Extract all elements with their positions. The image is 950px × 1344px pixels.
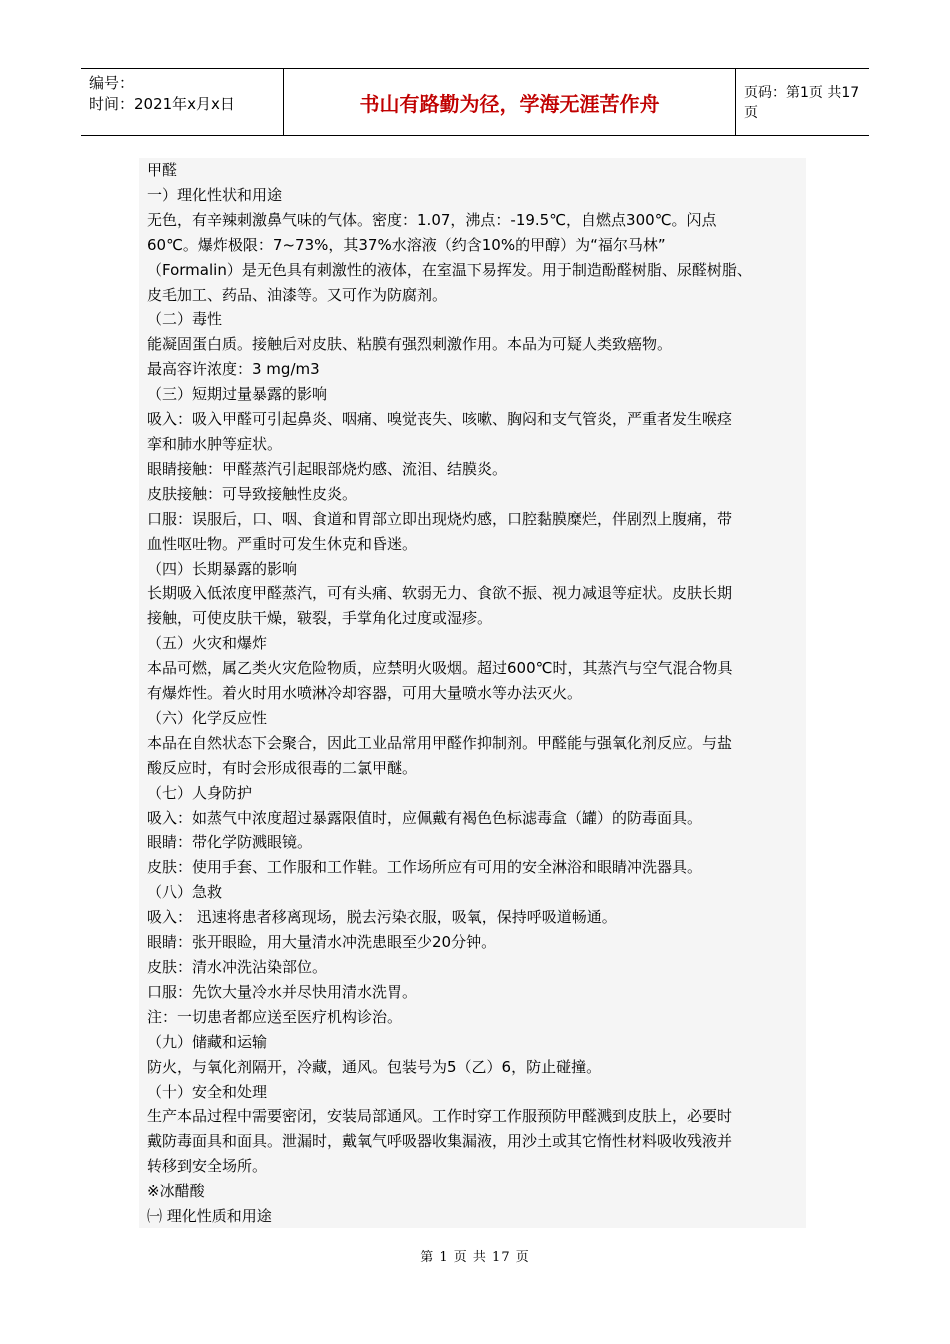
text-line: 吸入：吸入甲醛可引起鼻炎、咽痛、嗅觉丧失、咳嗽、胸闷和支气管炎，严重者发生喉痉 xyxy=(147,410,733,429)
text-line: （七）人身防护 xyxy=(147,783,253,802)
text-line: 皮肤接触：可导致接触性皮炎。 xyxy=(147,484,358,503)
text-line: （六）化学反应性 xyxy=(147,708,268,727)
header-page-number: 页码：第1页 共17页 xyxy=(744,85,860,121)
text-line: ㈠ 理化性质和用途 xyxy=(147,1207,272,1226)
document-body xyxy=(139,158,806,1228)
text-line: 接触，可使皮肤干燥，皲裂，手掌角化过度或湿疹。 xyxy=(147,609,493,628)
text-line: 眼睛接触：甲醛蒸汽引起眼部烧灼感、流泪、结膜炎。 xyxy=(147,459,508,478)
text-line: （九）储藏和运输 xyxy=(147,1032,268,1051)
document-number-label: 编号： xyxy=(89,74,135,92)
text-line: （十）安全和处理 xyxy=(147,1082,268,1101)
text-line: 转移到安全场所。 xyxy=(147,1157,268,1176)
text-line: 无色，有辛辣刺激鼻气味的气体。密度：1.07，沸点：-19.5℃，自燃点300℃。闪点 xyxy=(147,210,717,229)
text-line: （三）短期过量暴露的影响 xyxy=(147,385,328,404)
text-line: （五）火灾和爆炸 xyxy=(147,634,268,653)
text-line: 防火，与氧化剂隔开，冷藏，通风。包装号为5（乙）6，防止碰撞。 xyxy=(147,1057,602,1076)
text-line: 口服：先饮大量冷水并尽快用清水洗胃。 xyxy=(147,982,418,1001)
text-line: 注：一切患者都应送至医疗机构诊治。 xyxy=(147,1007,403,1026)
text-line: 长期吸入低浓度甲醛蒸汽，可有头痛、软弱无力、食欲不振、视力减退等症状。皮肤长期 xyxy=(147,584,733,603)
text-line: 生产本品过程中需要密闭，安装局部通风。工作时穿工作服预防甲醛溅到皮肤上，必要时 xyxy=(147,1107,733,1126)
text-line: 吸入： 迅速将患者移离现场，脱去污染衣服，吸氧，保持呼吸道畅通。 xyxy=(147,908,617,927)
text-line: 皮毛加工、药品、油漆等。又可作为防腐剂。 xyxy=(147,285,448,304)
text-line: 眼睛：张开眼睑，用大量清水冲洗患眼至少20分钟。 xyxy=(147,933,497,952)
text-line: 口服：误服后，口、咽、食道和胃部立即出现烧灼感，口腔黏膜糜烂，伴剧烈上腹痛，带 xyxy=(147,509,733,528)
text-line: 酸反应时，有时会形成很毒的二氯甲醚。 xyxy=(147,758,418,777)
text-line: 皮肤：清水冲洗沾染部位。 xyxy=(147,958,328,976)
text-line: 60℃。爆炸极限：7~73%，其37%水溶液（约含10%的甲醇）为“福尔马林” xyxy=(147,235,666,254)
text-line: 本品可燃，属乙类火灾危险物质，应禁明火吸烟。超过600℃时，其蒸汽与空气混合物具 xyxy=(147,659,733,678)
header-info xyxy=(81,69,283,135)
document-date-label: 时间：2021年x月x日 xyxy=(89,95,235,113)
page-header xyxy=(81,68,869,136)
text-line: 最高容许浓度：3 mg/m3 xyxy=(147,360,320,379)
text-line: 吸入：如蒸气中浓度超过暴露限值时，应佩戴有褐色色标滤毒盒（罐）的防毒面具。 xyxy=(147,808,703,827)
text-line: （四）长期暴露的影响 xyxy=(147,559,298,578)
text-line: 血性呕吐物。严重时可发生休克和昏迷。 xyxy=(147,534,418,553)
text-line: ※冰醋酸 xyxy=(147,1182,205,1201)
text-line: 有爆炸性。着火时用水喷淋冷却容器，可用大量喷水等办法灭火。 xyxy=(147,684,583,703)
text-line: 眼睛：带化学防溅眼镜。 xyxy=(147,833,313,852)
text-line: 戴防毒面具和面具。泄漏时，戴氧气呼吸器收集漏液，用沙土或其它惰性材料吸收残液并 xyxy=(147,1132,733,1151)
header-motto: 书山有路勤为径，学海无涯苦作舟 xyxy=(283,69,736,135)
text-line: 本品在自然状态下会聚合，因此工业品常用甲醛作抑制剂。甲醛能与强氧化剂反应。与盐 xyxy=(147,733,733,752)
text-line: （Formalin）是无色具有刺激性的液体，在室温下易挥发。用于制造酚醛树脂、尿醛树脂、 xyxy=(147,260,752,279)
text-line: （二）毒性 xyxy=(147,310,223,329)
text-line: 能凝固蛋白质。接触后对皮肤、粘膜有强烈刺激作用。本品为可疑人类致癌物。 xyxy=(147,335,673,354)
text-line: 挛和肺水肿等症状。 xyxy=(147,434,283,453)
text-line: （八）急救 xyxy=(147,883,223,902)
text-line: 一）理化性状和用途 xyxy=(147,185,283,204)
text-line: 皮肤：使用手套、工作服和工作鞋。工作场所应有可用的安全淋浴和眼睛冲洗器具。 xyxy=(147,858,703,877)
text-line: 甲醛 xyxy=(147,161,178,179)
page-footer: 第 1 页 共 17 页 xyxy=(420,1250,530,1265)
